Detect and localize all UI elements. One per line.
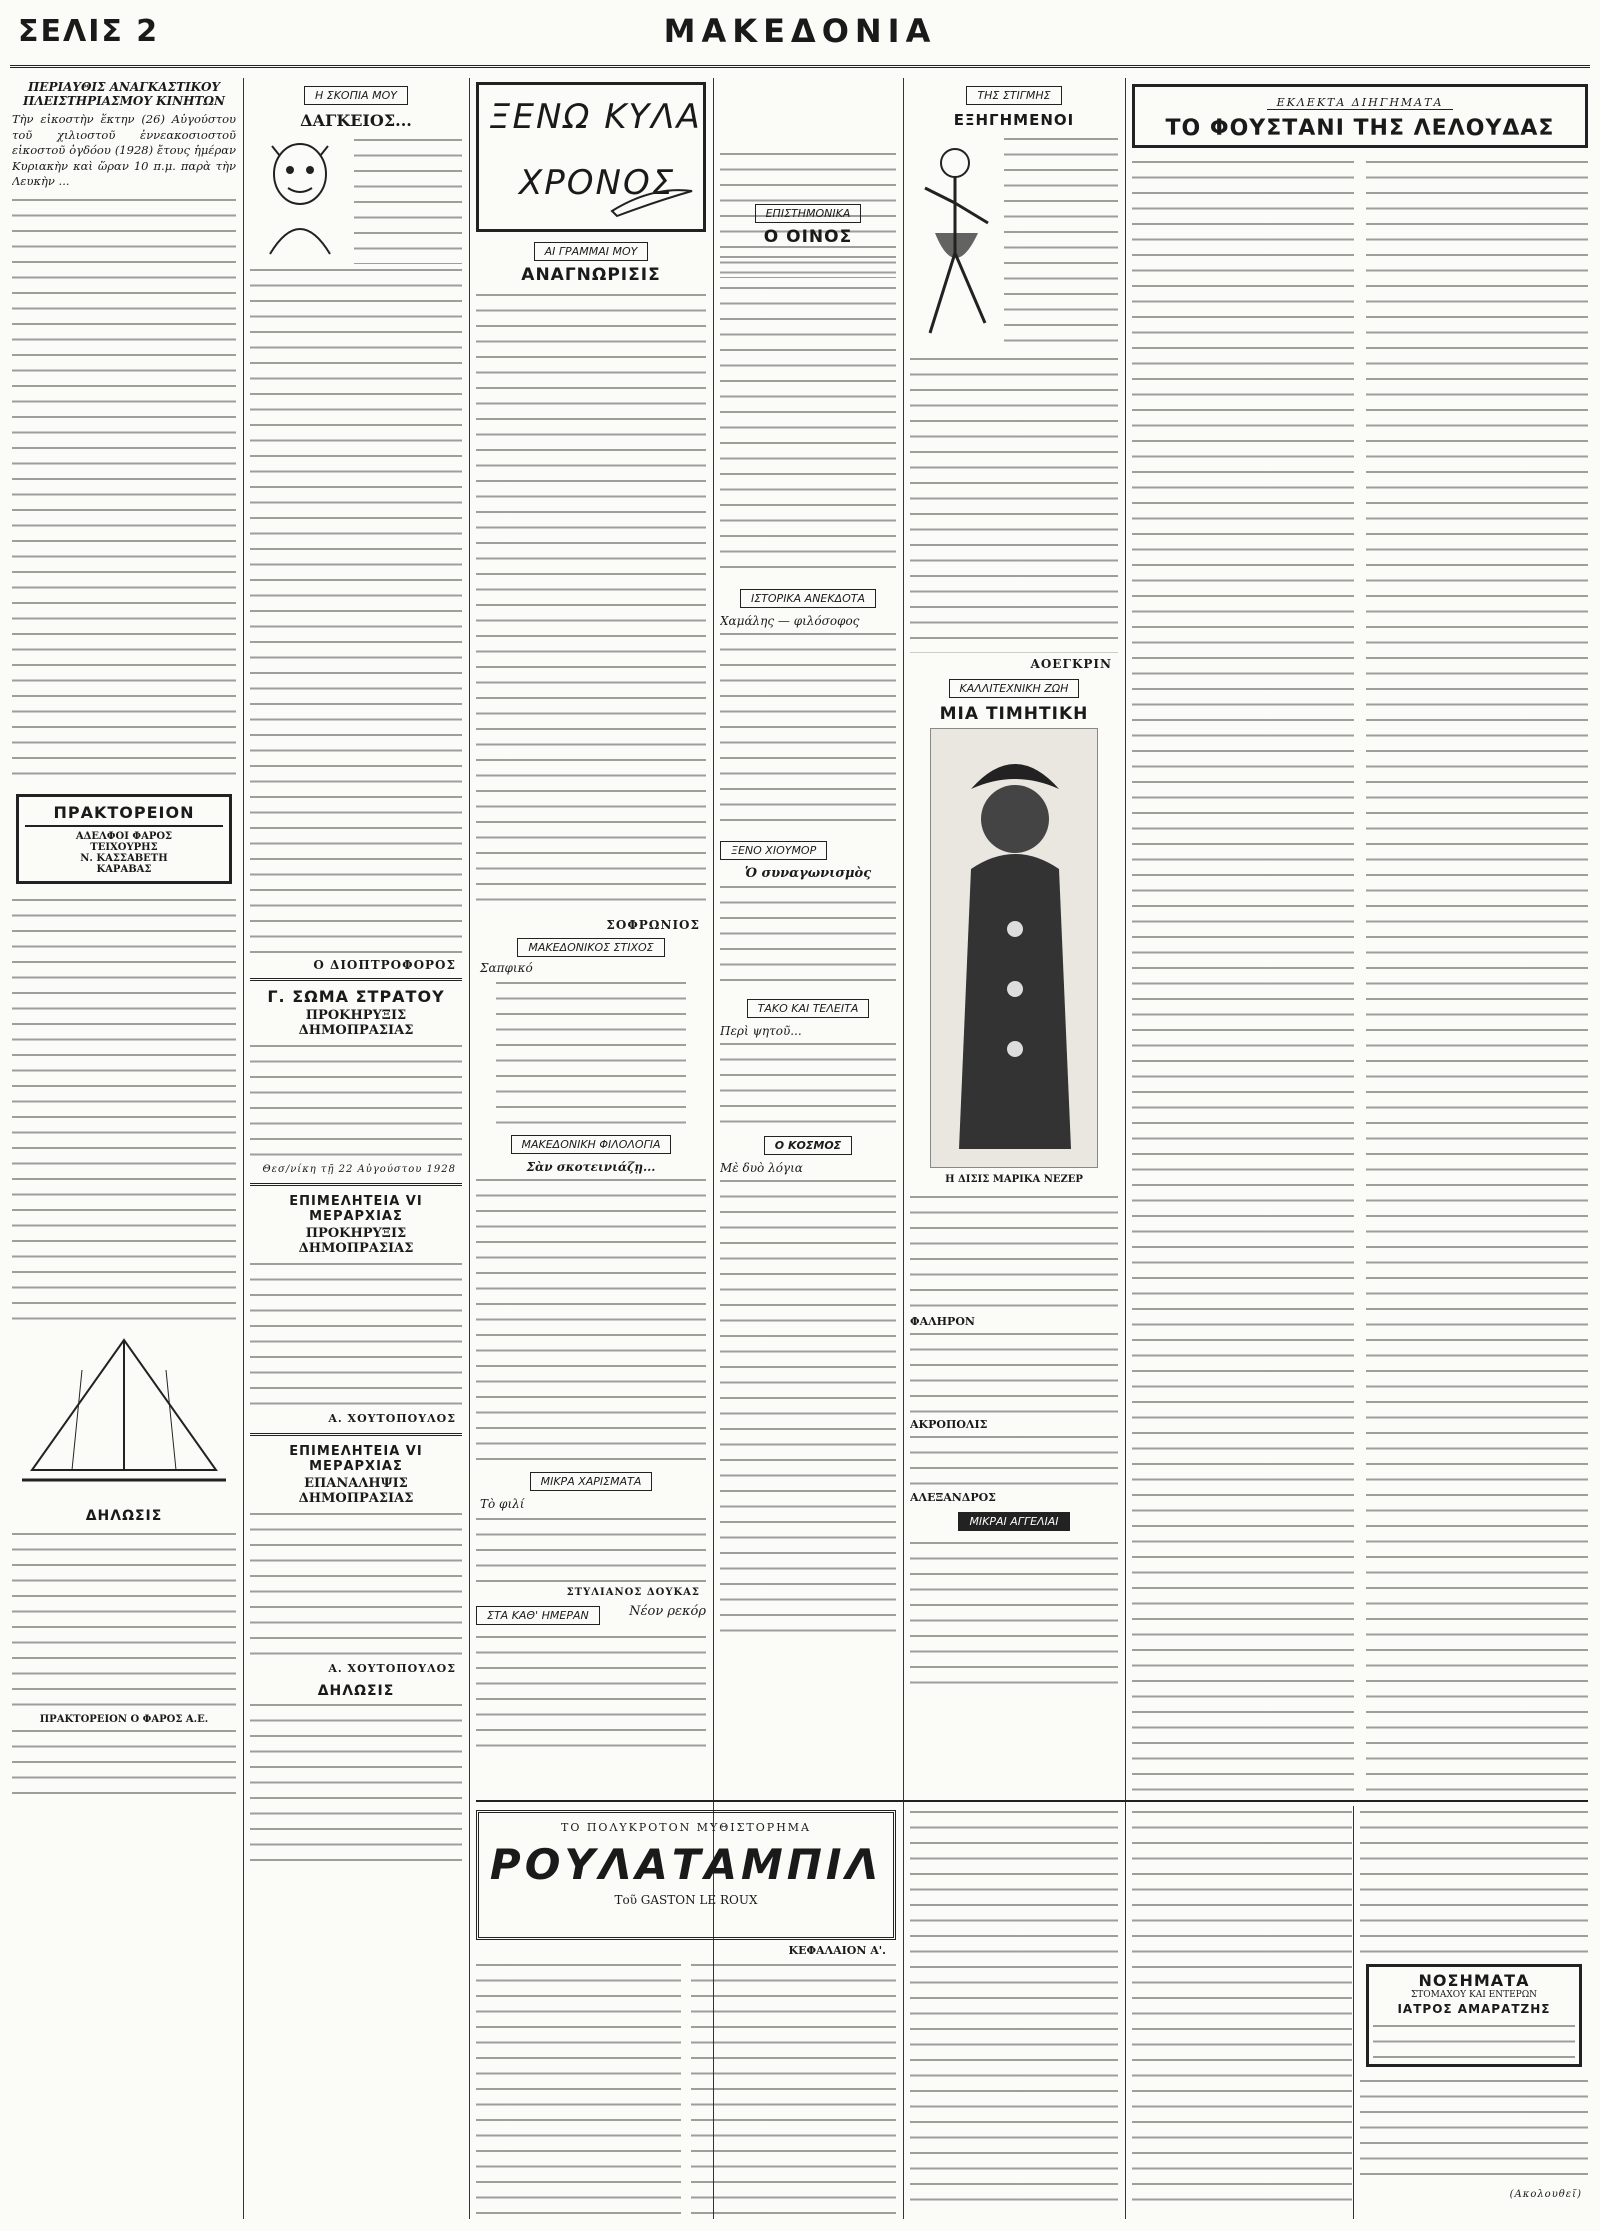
venue-name: ΑΚΡΟΠΟΛΙΣ [910, 1418, 988, 1431]
agency-line: ΚΑΡΑΒΑΣ [96, 863, 152, 875]
portrait-figure [931, 729, 1099, 1167]
philology-title: Σὰν σκοτεινιάζῃ... [526, 1160, 656, 1174]
theatre-text [910, 1191, 1118, 1311]
article-title: Ο ΟΙΝΟΣ [763, 227, 853, 247]
notice-text [250, 1258, 462, 1408]
story-text [1360, 1806, 1588, 1956]
doctor-name: ΙΑΤΡΟΣ ΑΜΑΡΑΤΖΗΣ [1397, 2002, 1551, 2016]
agency-label: ΠΡΑΚΤΟΡΕΙΟΝ [25, 803, 223, 827]
column-6 [1132, 78, 1588, 1791]
section-label: ΣΤΑ ΚΑΘ' ΗΜΕΡΑΝ [476, 1606, 600, 1625]
notice-subheading: ΠΡΟΚΗΡΥΞΙΣ ΔΗΜΟΠΡΑΣΙΑΣ [298, 1226, 414, 1256]
auction-heading-1: ΠΕΡΙΑΥΘΙΣ ΑΝΑΓΚΑΣΤΙΚΟΥ [27, 80, 221, 94]
section-label: Η ΣΚΟΠΙΑ ΜΟΥ [304, 86, 408, 105]
agency-text [12, 894, 236, 1324]
section-label: ΤΑΚΟ ΚΑΙ ΤΕΛΕΙΤΑ [747, 999, 870, 1018]
column-2 [250, 78, 462, 2219]
notice-signature: Α. ΧΟΥΤΟΠΟΥΛΟΣ [328, 1412, 456, 1425]
article-body [910, 353, 1118, 653]
story-column-right [1366, 156, 1588, 1791]
section-label: ΑΙ ΓΡΑΜΜΑΙ ΜΟΥ [534, 242, 649, 261]
auction-intro: Τὴν εἰκοστὴν ἕκτην (26) Αὐγούστου τοῦ χιλιοστοῦ ἐννεακοσιοστοῦ εἰκοστοῦ ὀγδόου (1928) ἔτους ἡμέραν Κυριακὴν καὶ ὥραν 10 π.μ. παρὰ τὴν Λευκὴν ... [12, 112, 236, 188]
serial-continued [910, 1806, 1118, 2219]
serial-title: ΡΟΥΛΑΤΑΜΠΙΛ [489, 1840, 883, 1889]
philology-text [476, 1174, 706, 1464]
kosmos-text [720, 1175, 896, 1645]
story-continued [1360, 1806, 1588, 2219]
history-text [720, 628, 896, 833]
section-label: ΞΕΝΟ ΧΙΟΥΜΟΡ [720, 841, 827, 860]
section-label: Ο ΚΟΣΜΟΣ [764, 1136, 852, 1155]
history-title: Χαμάλης — φιλόσοφος [720, 614, 860, 628]
poem-text [496, 977, 686, 1127]
dilosis-text [12, 1528, 236, 1708]
notice-heading: ΕΠΙΜΕΛΗΤΕΙΑ VI ΜΕΡΑΡΧΙΑΣ [289, 1444, 423, 1474]
article-signature: Ο ΔΙΟΠΤΡΟΦΟΡΟΣ [313, 958, 456, 972]
column-rule [243, 78, 244, 2219]
notice-text [250, 1040, 462, 1160]
section-label: ΜΑΚΕΔΟΝΙΚΗ ΦΙΛΟΛΟΓΙΑ [511, 1135, 672, 1154]
article-title: ΕΞΗΓΗΜΕΝΟΙ [953, 111, 1075, 129]
kosmos-title: Μὲ δυὸ λόγια [720, 1161, 803, 1175]
agency-footer: ΠΡΑΚΤΟΡΕΙΟΝ Ο ΦΑΡΟΣ Α.Ε. [39, 1713, 209, 1725]
story-header [1132, 84, 1588, 148]
article-body [250, 264, 462, 954]
notice-signature: Α. ΧΟΥΤΟΠΟΥΛΟΣ [328, 1662, 456, 1675]
serial-label: ΤΟ ΠΟΛΥΚΡΟΤΟΝ ΜΥΘΙΣΤΟΡΗΜΑ [560, 1821, 811, 1834]
art-title: ΜΙΑ ΤΙΜΗΤΙΚΗ [939, 704, 1089, 724]
section-label: ΜΙΚΡΑΙ ΑΓΓΕΛΙΑΙ [958, 1512, 1069, 1531]
serial-text [910, 1806, 1118, 2206]
serial-text [1132, 1806, 1352, 2206]
masthead [10, 6, 1590, 68]
column-4-main [720, 202, 896, 1791]
serial-author: Τοῦ GASTON LE ROUX [614, 1893, 758, 1907]
caricature-illustration [250, 134, 350, 264]
article-title: ΑΝΑΓΝΩΡΙΣΙΣ [521, 265, 661, 285]
column-rule [1125, 78, 1126, 2219]
story-title: ΤΟ ΦΟΥΣΤΑΝΙ ΤΗΣ ΛΕΛΟΥΔΑΣ [1165, 116, 1555, 141]
banner-line-2: ΧΡΟΝΟΣ [519, 163, 676, 203]
notice-text [250, 1508, 462, 1658]
column-rule [469, 78, 470, 2219]
agency-line: ΤΕΙΧΟΥΡΗΣ [90, 841, 158, 853]
doctor-ad-title: ΝΟΣΗΜΑΤΑ [1418, 1971, 1530, 1990]
notice-date: Θεσ/νίκη τῇ 22 Αὐγούστου 1928 [262, 1164, 456, 1175]
agency-line: ΑΔΕΛΦΟΙ ΦΑΡΟΣ [75, 830, 173, 842]
dilosis-text [250, 1699, 462, 1869]
tako-text [720, 1038, 896, 1128]
sport-text [476, 1631, 706, 1751]
serial-top-rule [476, 1800, 1588, 1802]
section-label: ΤΗΣ ΣΤΙΓΜΗΣ [966, 86, 1061, 105]
serial-banner [476, 1810, 896, 1940]
serial-text [691, 1959, 896, 2219]
notice-heading: ΕΠΙΜΕΛΗΤΕΙΑ VI ΜΕΡΑΡΧΙΑΣ [289, 1194, 423, 1224]
tako-title: Περὶ ψητοῦ... [720, 1024, 802, 1038]
newspaper-title: ΜΑΚΕΔΟΝΙΑ [663, 12, 937, 50]
small-text [476, 1513, 706, 1583]
page-number: ΣΕΛΙΣ 2 [18, 14, 160, 49]
dilosis-heading: ΔΗΛΩΣΙΣ [317, 1683, 395, 1699]
venue-text [910, 1328, 1118, 1418]
small-signature: ΣΤΥΛΙΑΝΟΣ ΔΟΥΚΑΣ [566, 1587, 700, 1598]
humor-title: Ὁ συναγωνισμὸς [744, 866, 872, 881]
section-label: ΙΣΤΟΡΙΚΑ ΑΝΕΚΔΟΤΑ [740, 589, 876, 608]
serial-banner-area [476, 1806, 896, 2219]
article-signature: ΑΟΕΓΚΡΙΝ [1030, 657, 1112, 671]
poem-title: Σαπφικό [480, 961, 533, 975]
serial-text [476, 1959, 681, 2219]
sport-title: Νέον ρεκόρ [629, 1604, 706, 1619]
dilosis-heading: ΔΗΛΩΣΙΣ [85, 1507, 163, 1524]
portrait-photo [930, 728, 1098, 1168]
column-1 [12, 78, 236, 2219]
article-body [476, 289, 706, 914]
venue-name: ΑΛΕΞΑΝΔΡΟΣ [910, 1491, 996, 1504]
article-body [720, 251, 896, 581]
venue-name: ΦΑΛΗΡΟΝ [910, 1315, 975, 1328]
auction-heading-2: ΠΛΕΙΣΤΗΡΙΑΣΜΟΥ ΚΙΝΗΤΩΝ [22, 94, 225, 108]
section-label: ΜΙΚΡΑ ΧΑΡΙΣΜΑΤΑ [530, 1472, 653, 1491]
tent-illustration [12, 1330, 236, 1500]
notice-subheading: ΕΠΑΝΑΛΗΨΙΣ ΔΗΜΟΠΡΑΣΙΑΣ [298, 1476, 414, 1506]
agency-advertisement [16, 794, 232, 884]
portrait-caption: Η ΔΙΣΙΣ ΜΑΡΙΚΑ ΝΕΖΕΡ [945, 1174, 1083, 1185]
story-text [1360, 2075, 1588, 2185]
section-label: ΕΠΙΣΤΗΜΟΝΙΚΑ [755, 204, 862, 223]
continued-note: (Ακολουθεῖ) [1509, 2189, 1582, 2200]
story-label: ΕΚΛΕΚΤΑ ΔΙΗΓΗΜΑΤΑ [1267, 96, 1454, 110]
agency-footer-text [12, 1725, 236, 1805]
auction-body-text [12, 194, 236, 784]
notice-heading: Γ. ΣΩΜΑ ΣΤΡΑΤΟΥ [267, 987, 445, 1006]
doctor-ad-subtitle: ΣΤΟΜΑΧΟΥ ΚΑΙ ΕΝΤΕΡΩΝ [1410, 1990, 1538, 2000]
article-title: ΔΑΓΚΕΙΟΣ... [300, 111, 412, 130]
venue-text [910, 1431, 1118, 1491]
serial-continued [1132, 1806, 1352, 2219]
notice-subheading: ΠΡΟΚΗΡΥΞΙΣ ΔΗΜΟΠΡΑΣΙΑΣ [298, 1008, 414, 1038]
serial-chapter: ΚΕΦΑΛΑΙΟΝ Α'. [788, 1944, 886, 1957]
agency-line: Ν. ΚΑΣΣΑΒΕΤΗ [80, 852, 168, 864]
masthead-banner [476, 82, 706, 232]
column-5 [910, 78, 1118, 1791]
small-title: Τὸ φιλί [480, 1497, 525, 1511]
banner-line-1: ΞΕΝΩ ΚΥΛΑ [489, 97, 702, 137]
section-label: ΚΑΛΛΙΤΕΧΝΙΚΗ ΖΩΗ [949, 679, 1080, 698]
quill-icon [607, 181, 697, 221]
dancer-illustration [910, 133, 1000, 353]
humor-text [720, 881, 896, 991]
section-label: ΜΑΚΕΔΟΝΙΚΟΣ ΣΤΙΧΟΣ [517, 938, 664, 957]
classified-ads [910, 1537, 1118, 1697]
doctor-advertisement [1366, 1964, 1582, 2067]
article-signature: ΣΟΦΡΩΝΙΟΣ [606, 918, 700, 932]
story-column-left [1132, 156, 1354, 1791]
